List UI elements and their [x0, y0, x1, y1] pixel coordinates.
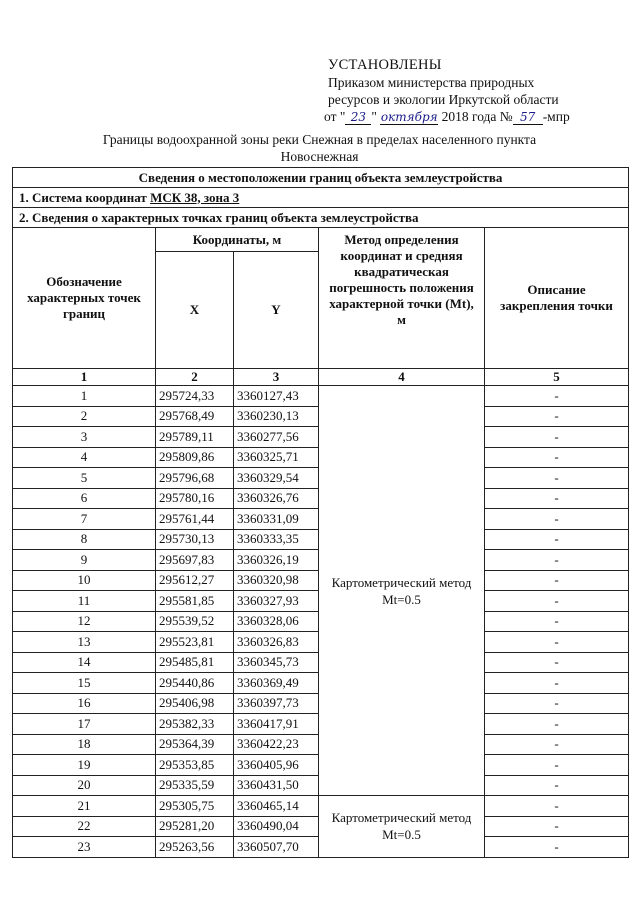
column-number: 2: [156, 369, 234, 386]
point-y: 3360325,71: [234, 447, 319, 468]
point-y: 3360326,19: [234, 550, 319, 571]
point-x: 295697,83: [156, 550, 234, 571]
point-y: 3360333,35: [234, 529, 319, 550]
point-description: -: [485, 714, 629, 735]
point-y: 3360417,91: [234, 714, 319, 735]
point-x: 295440,86: [156, 673, 234, 694]
point-x: 295305,75: [156, 796, 234, 817]
point-description: -: [485, 488, 629, 509]
point-y: 3360465,14: [234, 796, 319, 817]
point-number: 7: [13, 509, 156, 530]
point-description: -: [485, 837, 629, 858]
header-method: Метод определения координат и средняя квадратическая погрешность положения характерной точки (Mt), м: [319, 228, 485, 369]
point-x: 295364,39: [156, 734, 234, 755]
point-description: -: [485, 693, 629, 714]
point-description: -: [485, 570, 629, 591]
column-numbers-row: [13, 369, 629, 386]
point-number: 21: [13, 796, 156, 817]
point-description: -: [485, 427, 629, 448]
point-description: -: [485, 796, 629, 817]
point-y: 3360320,98: [234, 570, 319, 591]
date-quote-close: ": [371, 109, 377, 124]
order-suffix: -мпр: [542, 109, 570, 124]
column-number: 1: [13, 369, 156, 386]
point-y: 3360405,96: [234, 755, 319, 776]
document-title-line-2: Новоснежная: [280, 149, 359, 164]
column-number: 3: [234, 369, 319, 386]
point-number: 6: [13, 488, 156, 509]
section-title: Сведения о местоположении границ объекта землеустройства: [13, 168, 629, 188]
point-description: -: [485, 673, 629, 694]
point-number: 2: [13, 406, 156, 427]
point-number: 20: [13, 775, 156, 796]
point-number: 13: [13, 632, 156, 653]
point-number: 5: [13, 468, 156, 489]
approval-block: [324, 57, 628, 125]
approval-heading: УСТАНОВЛЕНЫ: [328, 57, 442, 73]
point-description: -: [485, 652, 629, 673]
approval-date-line: [324, 108, 628, 125]
point-number: 23: [13, 837, 156, 858]
point-y: 3360277,56: [234, 427, 319, 448]
table-row: [13, 796, 629, 817]
point-description: -: [485, 591, 629, 612]
table-row: [13, 386, 629, 407]
point-y: 3360490,04: [234, 816, 319, 837]
point-description: -: [485, 632, 629, 653]
point-description: -: [485, 529, 629, 550]
point-description: -: [485, 386, 629, 407]
point-number: 16: [13, 693, 156, 714]
coordinate-system-row: [13, 188, 629, 208]
document-title-line-1: Границы водоохранной зоны реки Снежная в пределах населенного пункта: [102, 132, 537, 147]
point-description: -: [485, 755, 629, 776]
coordinate-system-name: МСК 38, зона 3: [150, 189, 240, 205]
point-y: 3360326,83: [234, 632, 319, 653]
point-y: 3360327,93: [234, 591, 319, 612]
approval-line-1: Приказом министерства природных: [328, 75, 535, 90]
point-y: 3360422,23: [234, 734, 319, 755]
point-y: 3360230,13: [234, 406, 319, 427]
point-number: 22: [13, 816, 156, 837]
point-y: 3360431,50: [234, 775, 319, 796]
point-x: 295539,52: [156, 611, 234, 632]
header-designation: Обозначение характерных точек границ: [13, 228, 156, 369]
boundary-points-table: [12, 167, 629, 858]
method-cell: Картометрический метод Mt=0.5: [319, 796, 485, 858]
point-description: -: [485, 611, 629, 632]
point-x: 295281,20: [156, 816, 234, 837]
handwritten-month: октября: [380, 110, 438, 124]
document-title: [20, 131, 619, 165]
point-x: 295789,11: [156, 427, 234, 448]
point-x: 295353,85: [156, 755, 234, 776]
point-number: 19: [13, 755, 156, 776]
header-description: Описание закрепления точки: [485, 228, 629, 369]
point-x: 295768,49: [156, 406, 234, 427]
point-description: -: [485, 447, 629, 468]
point-x: 295724,33: [156, 386, 234, 407]
column-number: 5: [485, 369, 629, 386]
points-section-title: 2. Сведения о характерных точках границ объекта землеустройства: [13, 208, 629, 228]
point-y: 3360127,43: [234, 386, 319, 407]
point-number: 10: [13, 570, 156, 591]
point-x: 295581,85: [156, 591, 234, 612]
point-number: 14: [13, 652, 156, 673]
handwritten-order-number: 57: [513, 111, 543, 125]
header-x: X: [156, 252, 234, 369]
method-cell: Картометрический метод Mt=0.5: [319, 386, 485, 796]
point-number: 3: [13, 427, 156, 448]
point-y: 3360328,06: [234, 611, 319, 632]
point-y: 3360397,73: [234, 693, 319, 714]
date-prefix: от ": [324, 109, 346, 124]
point-x: 295796,68: [156, 468, 234, 489]
point-x: 295382,33: [156, 714, 234, 735]
point-x: 295761,44: [156, 509, 234, 530]
point-x: 295335,59: [156, 775, 234, 796]
point-number: 1: [13, 386, 156, 407]
point-description: -: [485, 550, 629, 571]
point-x: 295730,13: [156, 529, 234, 550]
point-x: 295523,81: [156, 632, 234, 653]
point-y: 3360369,49: [234, 673, 319, 694]
point-description: -: [485, 816, 629, 837]
header-y: Y: [234, 252, 319, 369]
point-y: 3360326,76: [234, 488, 319, 509]
header-coordinates: Координаты, м: [156, 228, 319, 252]
point-number: 12: [13, 611, 156, 632]
point-number: 11: [13, 591, 156, 612]
point-x: 295485,81: [156, 652, 234, 673]
year-text: 2018 года №: [441, 109, 513, 124]
column-number: 4: [319, 369, 485, 386]
point-y: 3360507,70: [234, 837, 319, 858]
point-x: 295809,86: [156, 447, 234, 468]
point-x: 295780,16: [156, 488, 234, 509]
point-description: -: [485, 468, 629, 489]
point-x: 295263,56: [156, 837, 234, 858]
coordinate-system-label: 1. Система координат: [19, 189, 151, 205]
point-description: -: [485, 734, 629, 755]
handwritten-day: 23: [345, 111, 371, 125]
point-y: 3360345,73: [234, 652, 319, 673]
point-description: -: [485, 406, 629, 427]
point-y: 3360331,09: [234, 509, 319, 530]
point-x: 295612,27: [156, 570, 234, 591]
point-number: 8: [13, 529, 156, 550]
point-x: 295406,98: [156, 693, 234, 714]
point-description: -: [485, 509, 629, 530]
point-y: 3360329,54: [234, 468, 319, 489]
point-number: 18: [13, 734, 156, 755]
point-number: 15: [13, 673, 156, 694]
point-description: -: [485, 775, 629, 796]
point-number: 4: [13, 447, 156, 468]
approval-line-2: ресурсов и экологии Иркутской области: [328, 92, 559, 107]
point-number: 9: [13, 550, 156, 571]
point-number: 17: [13, 714, 156, 735]
